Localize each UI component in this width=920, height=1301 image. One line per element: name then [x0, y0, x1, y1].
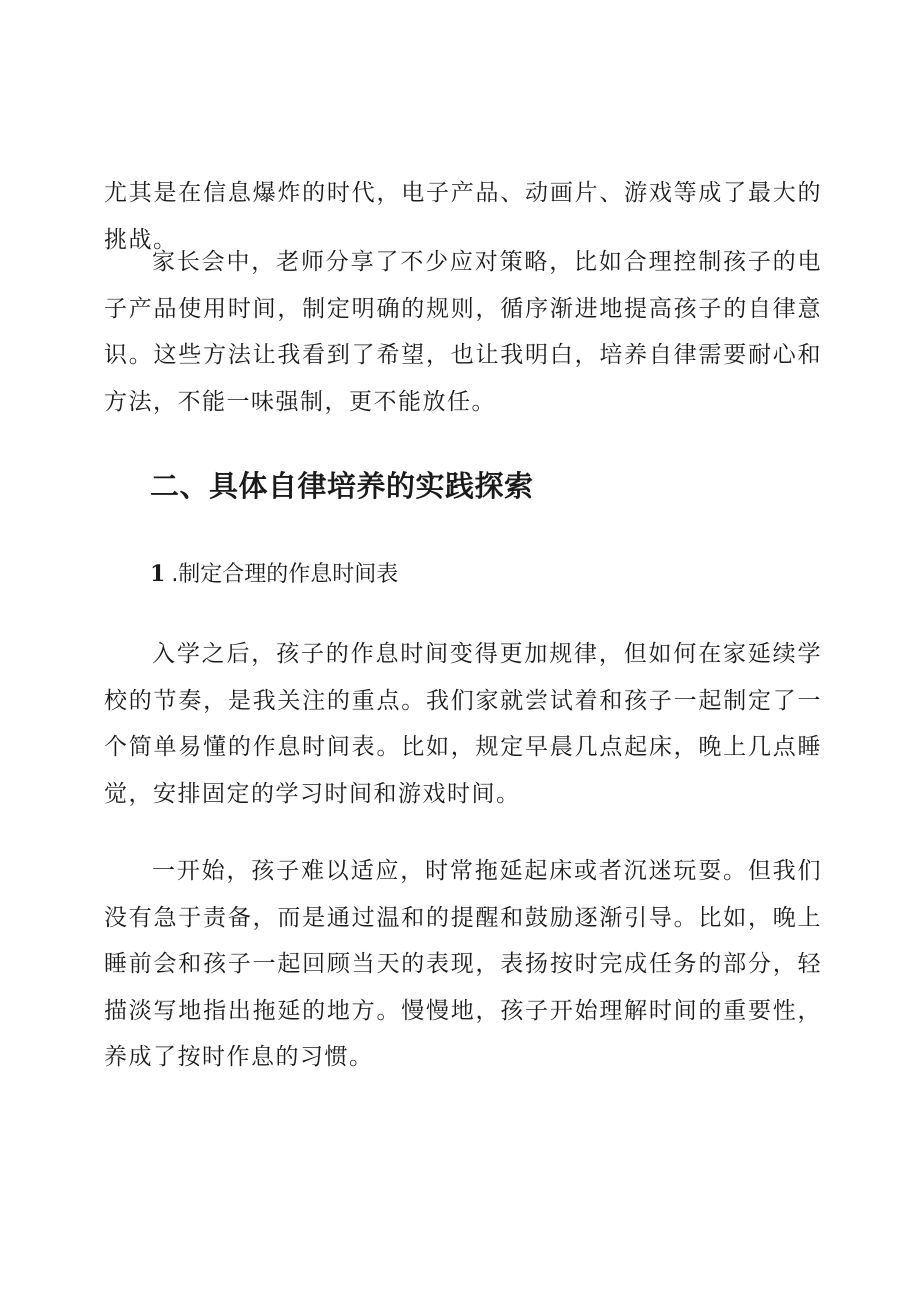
section-heading: 二、具体自律培养的实践探索: [150, 469, 534, 503]
paragraph-teacher-strategies: 家长会中，老师分享了不少应对策略，比如合理控制孩子的电子产品使用时间，制定明确的规则，循序渐进地提高孩子的自律意识。这些方法让我看到了希望，也让我明白，培养自律需要耐心和方法，不能一味强制，更不能放任。: [104, 249, 822, 415]
paragraph-continued: 尤其是在信息爆炸的时代，电子产品、动画片、游戏等成了最大的挑战。: [104, 180, 822, 253]
subsection-title: .制定合理的作息时间表: [171, 562, 399, 587]
subsection-number: 1: [150, 561, 166, 587]
paragraph-schedule: 入学之后，孩子的作息时间变得更加规律，但如何在家延续学校的节奏，是我关注的重点。我们家就尝试着和孩子一起制定了一个简单易懂的作息时间表。比如，规定早晨几点起床，晚上几点睡觉，安排固定的学习时间和游戏时间。: [104, 641, 822, 807]
paragraph-progress: 一开始，孩子难以适应，时常拖延起床或者沉迷玩耍。但我们没有急于责备，而是通过温和的提醒和鼓励逐渐引导。比如，晚上睡前会和孩子一起回顾当天的表现，表扬按时完成任务的部分，轻描淡写地指出拖延的地方。慢慢地，孩子开始理解时间的重要性，养成了按时作息的习惯。: [104, 858, 822, 1070]
subsection-heading: [150, 558, 398, 591]
